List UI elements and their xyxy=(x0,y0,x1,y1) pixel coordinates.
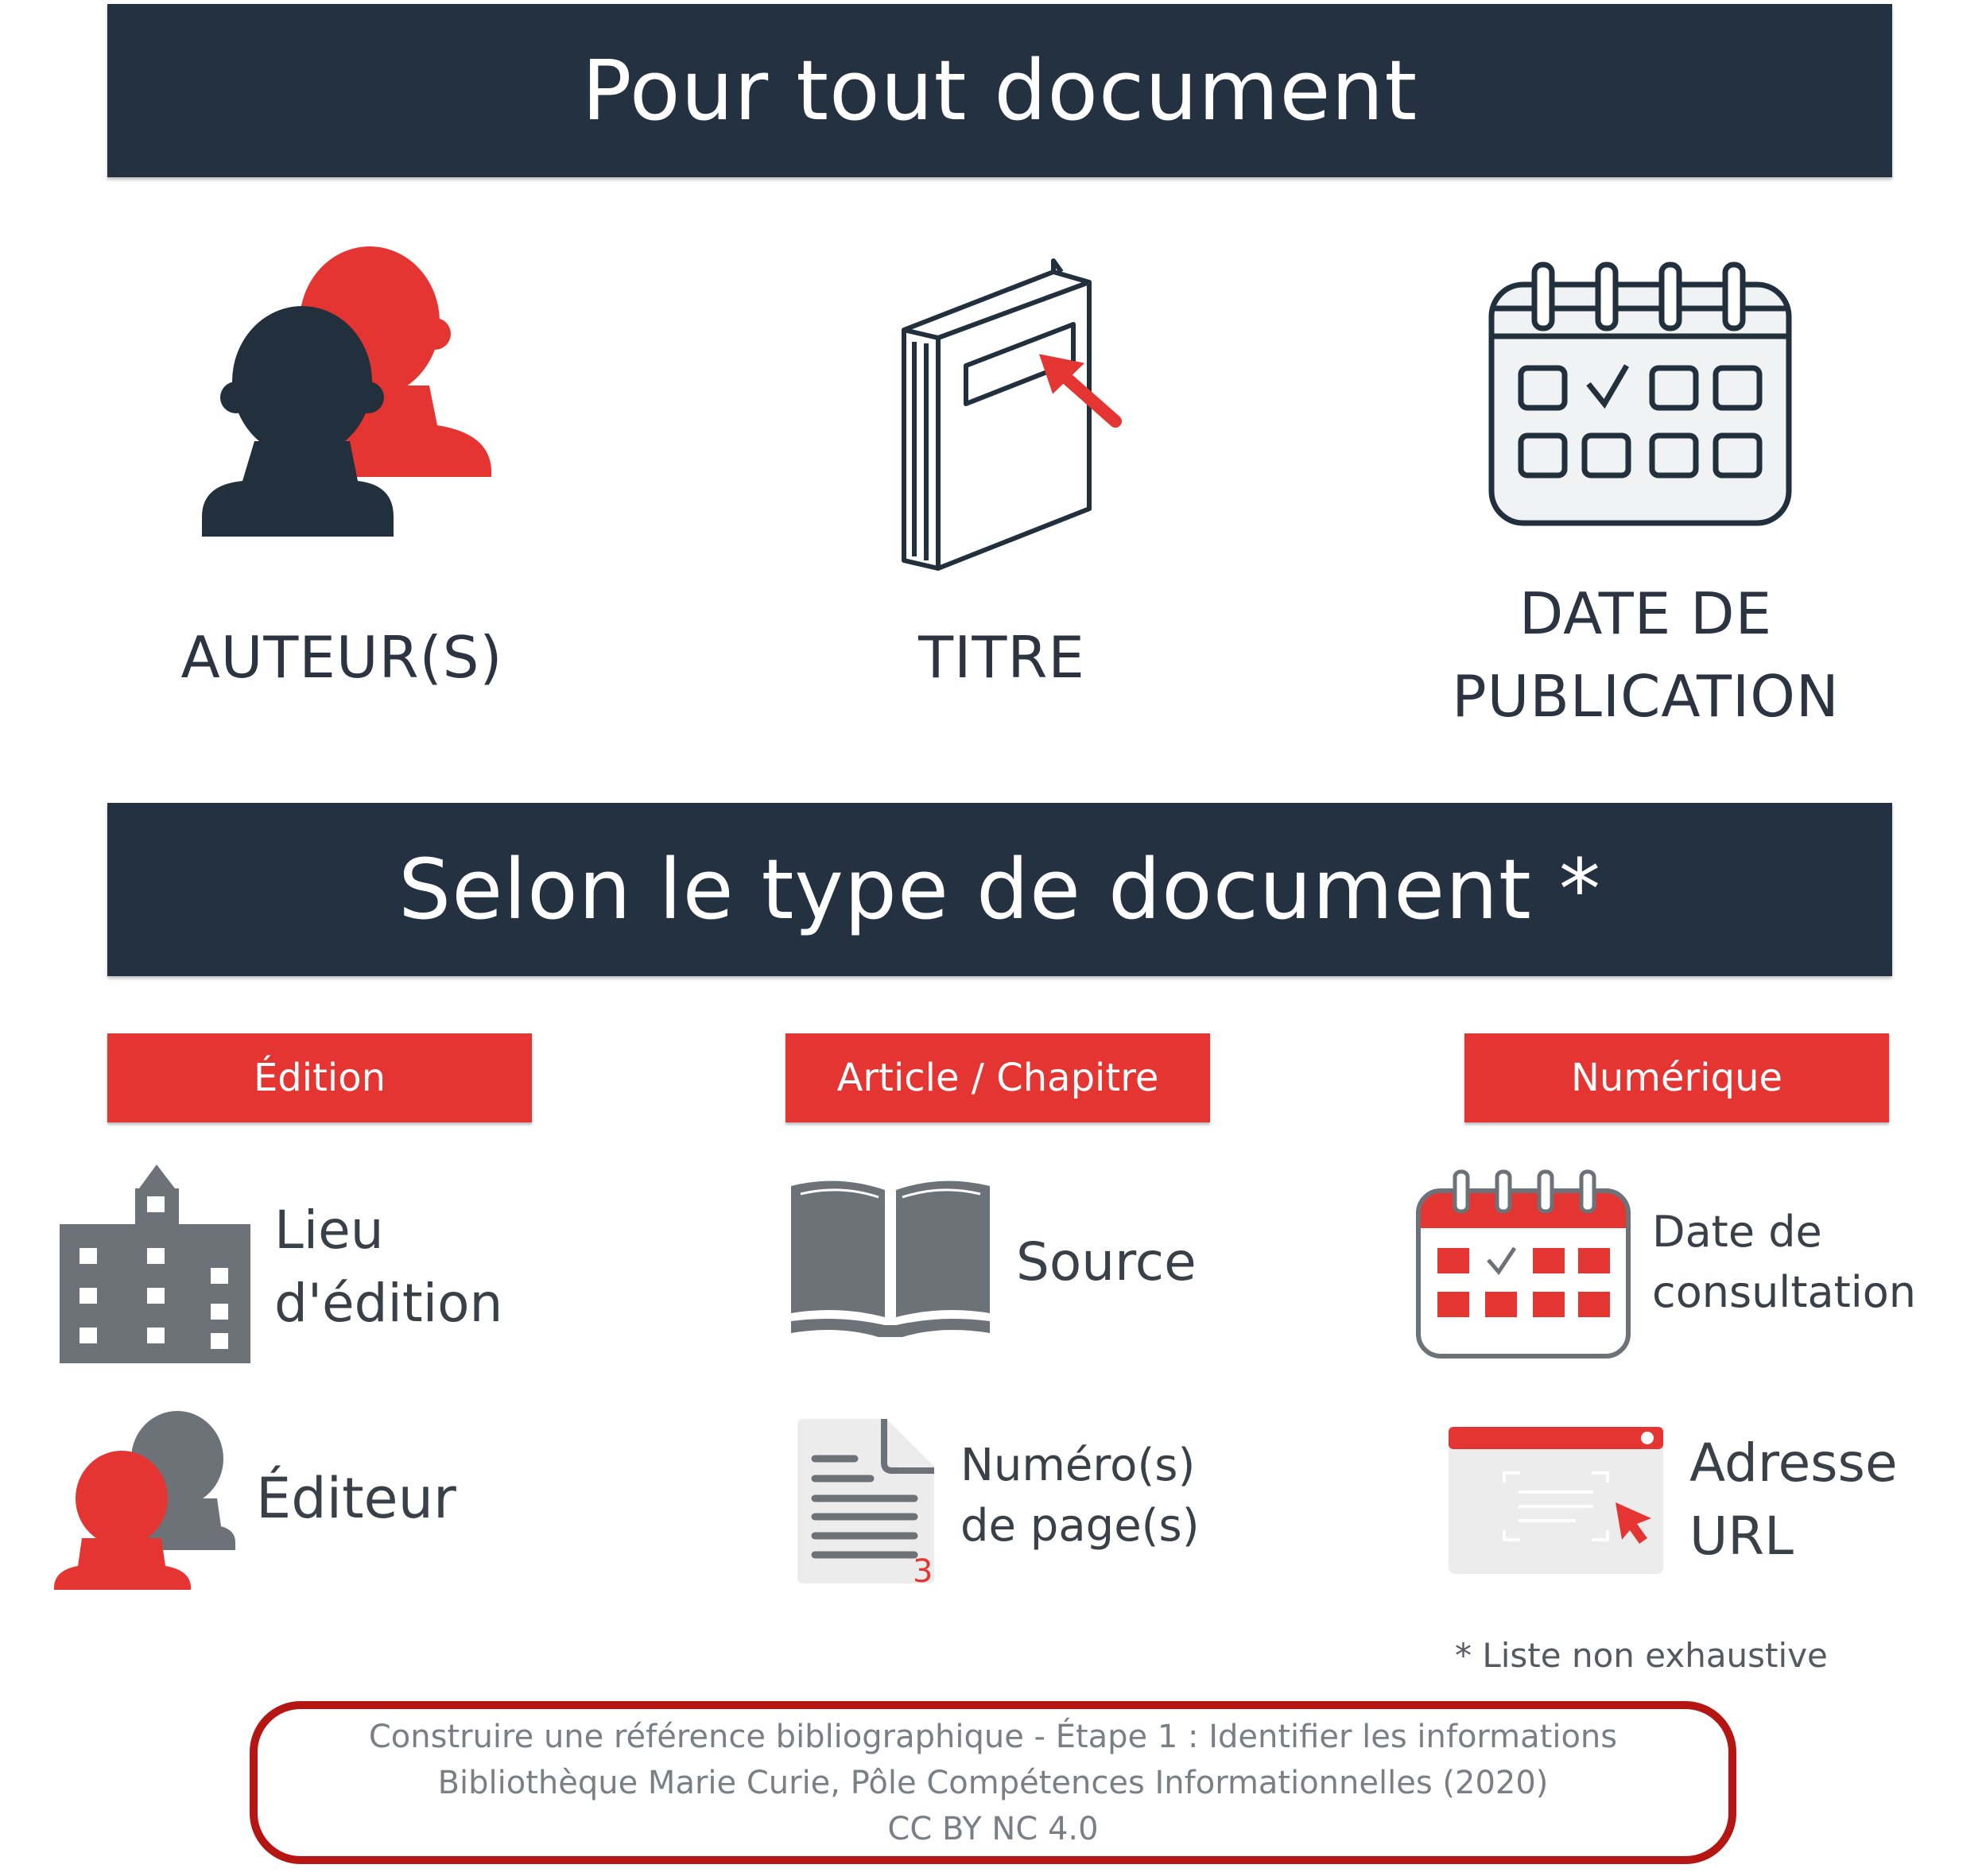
place-of-publication-label xyxy=(274,1194,502,1340)
section-banner-by-type xyxy=(107,803,1892,976)
tag-edition xyxy=(107,1033,532,1122)
browser-window-icon xyxy=(1449,1427,1663,1574)
book-title-icon xyxy=(894,254,1133,572)
label-line2: d'édition xyxy=(274,1273,503,1334)
page-document-icon xyxy=(795,1415,942,1586)
credits-title: Construire une référence bibliographique - Étape 1 : Identifier les informations xyxy=(368,1718,1618,1755)
tag-numerique xyxy=(1464,1033,1889,1122)
page-numbers-label xyxy=(960,1436,1200,1556)
tag-label: Édition xyxy=(253,1056,386,1100)
label-line1: Lieu xyxy=(274,1200,384,1261)
credits-license: CC BY NC 4.0 xyxy=(887,1810,1099,1847)
label-line2: URL xyxy=(1689,1506,1794,1567)
title-label: TITRE xyxy=(918,624,1085,691)
label-line1: Éditeur xyxy=(256,1466,456,1531)
publisher-label xyxy=(256,1463,456,1534)
non-exhaustive-note: * Liste non exhaustive xyxy=(1455,1636,1828,1675)
publication-date-line2: PUBLICATION xyxy=(1452,663,1840,730)
section-banner-common xyxy=(107,4,1892,177)
publisher-people-icon xyxy=(54,1411,237,1590)
section-title: Pour tout document xyxy=(581,42,1418,139)
label-line1: Numéro(s) xyxy=(960,1440,1196,1491)
tag-label: Article / Chapitre xyxy=(836,1056,1159,1100)
tag-article-chapitre xyxy=(785,1033,1210,1122)
building-icon xyxy=(60,1165,250,1363)
label-line2: de page(s) xyxy=(960,1500,1200,1552)
consultation-date-label xyxy=(1652,1202,1916,1323)
credits-author: Bibliothèque Marie Curie, Pôle Compétences Informationnelles (2020) xyxy=(437,1764,1549,1801)
calendar-icon xyxy=(1485,261,1795,527)
label-line2: consultation xyxy=(1652,1267,1917,1317)
open-book-icon xyxy=(791,1178,990,1345)
label-line1: Adresse xyxy=(1689,1432,1898,1494)
url-label xyxy=(1689,1427,1898,1573)
label-line1: Date de xyxy=(1652,1207,1822,1257)
credits-box xyxy=(250,1701,1736,1864)
source-label xyxy=(1016,1226,1197,1299)
tag-label: Numérique xyxy=(1570,1056,1783,1100)
authors-label: AUTEUR(S) xyxy=(180,624,503,691)
section-title: Selon le type de document * xyxy=(398,841,1601,938)
publication-date-line1: DATE DE xyxy=(1519,580,1773,647)
page-number-badge: 3 xyxy=(913,1553,933,1586)
authors-icon xyxy=(199,242,493,545)
publication-date-label xyxy=(1352,572,1940,738)
label-line1: Source xyxy=(1016,1231,1197,1293)
red-calendar-icon xyxy=(1415,1169,1631,1359)
